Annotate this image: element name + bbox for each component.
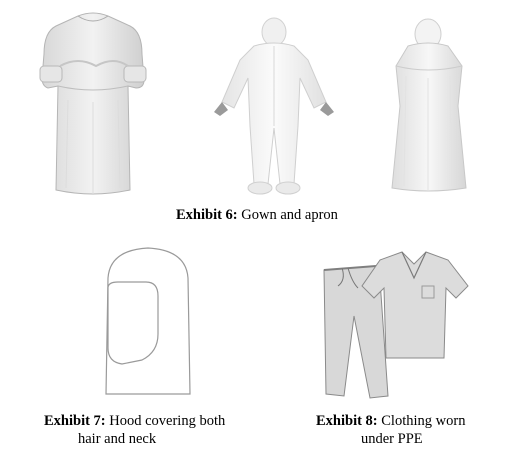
exhibit-8-label: Exhibit 8: — [316, 413, 378, 429]
exhibit-8-caption-line1 — [316, 412, 465, 430]
exhibit-6-caption — [176, 206, 338, 224]
exhibit-8-text-line1: Clothing worn — [381, 413, 466, 429]
isolation-gown-image — [38, 10, 148, 198]
exhibit-7-text-line1: Hood covering both — [109, 413, 226, 429]
exhibit-8-caption-line2: under PPE — [361, 431, 423, 447]
exhibit-7-caption-line1 — [44, 412, 225, 430]
hood-image — [92, 244, 204, 402]
exhibit-7-caption-line2: hair and neck — [78, 431, 157, 447]
exhibit-6-label: Exhibit 6: — [176, 207, 238, 223]
exhibit-6-text: Gown and apron — [241, 207, 338, 223]
plastic-apron-image — [386, 16, 470, 194]
exhibit-7-label: Exhibit 7: — [44, 413, 106, 429]
coverall-suit-image — [210, 16, 338, 198]
scrubs-image — [318, 246, 478, 402]
